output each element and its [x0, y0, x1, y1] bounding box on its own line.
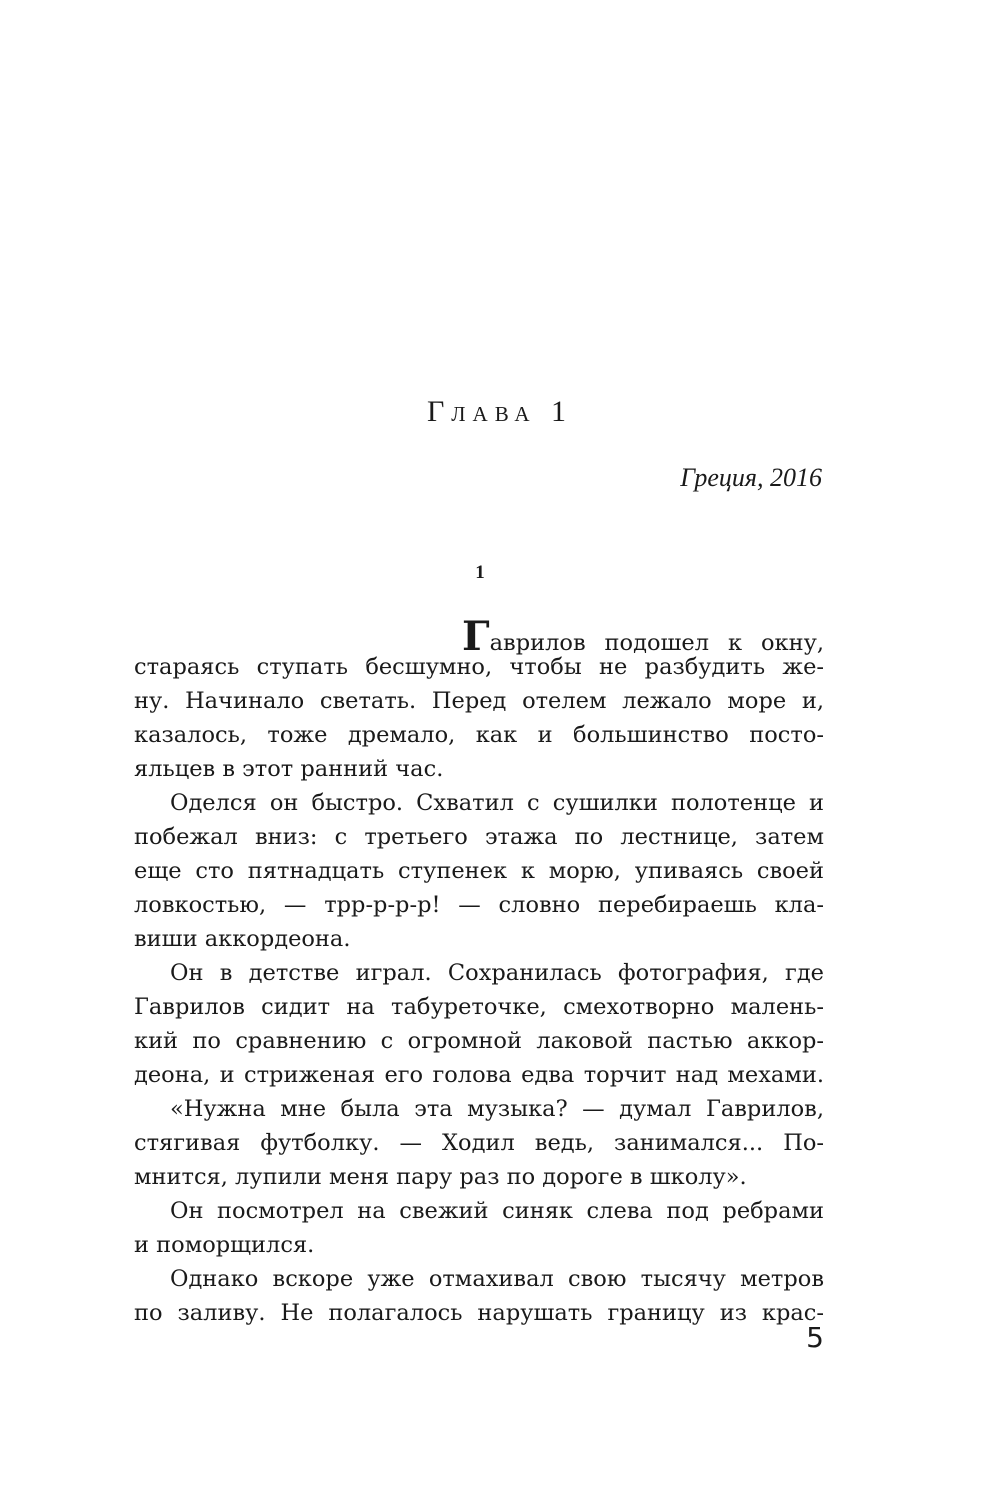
text-line: виши аккордеона. [134, 926, 351, 952]
chapter-heading [0, 392, 1000, 432]
text-line: Однако вскоре уже отмахивал свою тысячу метров [170, 1266, 824, 1292]
text-line: мнится, лупили меня пару раз по дороге в школу». [134, 1164, 747, 1190]
chapter-number: 1 [551, 395, 574, 428]
text-line: казалось, тоже дремало, как и большинство посто- [134, 722, 824, 748]
text-line: побежал вниз: с третьего этажа по лестнице, затем [134, 824, 824, 850]
text-line: Он посмотрел на свежий синяк слева под ребрами [170, 1198, 824, 1224]
place-date: Греция, 2016 [680, 463, 822, 492]
text-line: стягивая футболку. — Ходил ведь, занимался... По- [134, 1130, 824, 1156]
text-line: Оделся он быстро. Схватил с сушилки полотенце и [170, 790, 824, 816]
section-number: 1 [475, 562, 485, 583]
text-line: и поморщился. [134, 1232, 315, 1258]
text-line: еще сто пятнадцать ступенек к морю, упиваясь своей [134, 858, 824, 884]
text-line: «Нужна мне была эта музыка? — думал Гаврилов, [170, 1096, 824, 1122]
text-line: стараясь ступать бесшумно, чтобы не разбудить же- [134, 654, 824, 680]
text-line: яльцев в этот ранний час. [134, 756, 444, 782]
first-line-text: аврилов подошел к окну, [489, 630, 824, 656]
text-line: Он в детстве играл. Сохранилась фотография, где [170, 960, 824, 986]
text-line: Гаврилов сидит на табуреточке, смехотворно малень- [134, 994, 824, 1020]
chapter-word: Глава [426, 395, 537, 428]
drop-cap: Г [462, 613, 490, 660]
text-line: ну. Начинало светать. Перед отелем лежало море и, [134, 688, 824, 714]
text-line: ловкостью, — трр-р-р-р! — словно перебираешь кла- [134, 892, 824, 918]
text-line: деона, и стриженая его голова едва торчит над мехами. [134, 1062, 824, 1088]
page-number: 5 [806, 1321, 824, 1354]
text-line: по заливу. Не полагалось нарушать границу из крас- [134, 1300, 824, 1326]
text-line: кий по сравнению с огромной лаковой пастью аккор- [134, 1028, 824, 1054]
